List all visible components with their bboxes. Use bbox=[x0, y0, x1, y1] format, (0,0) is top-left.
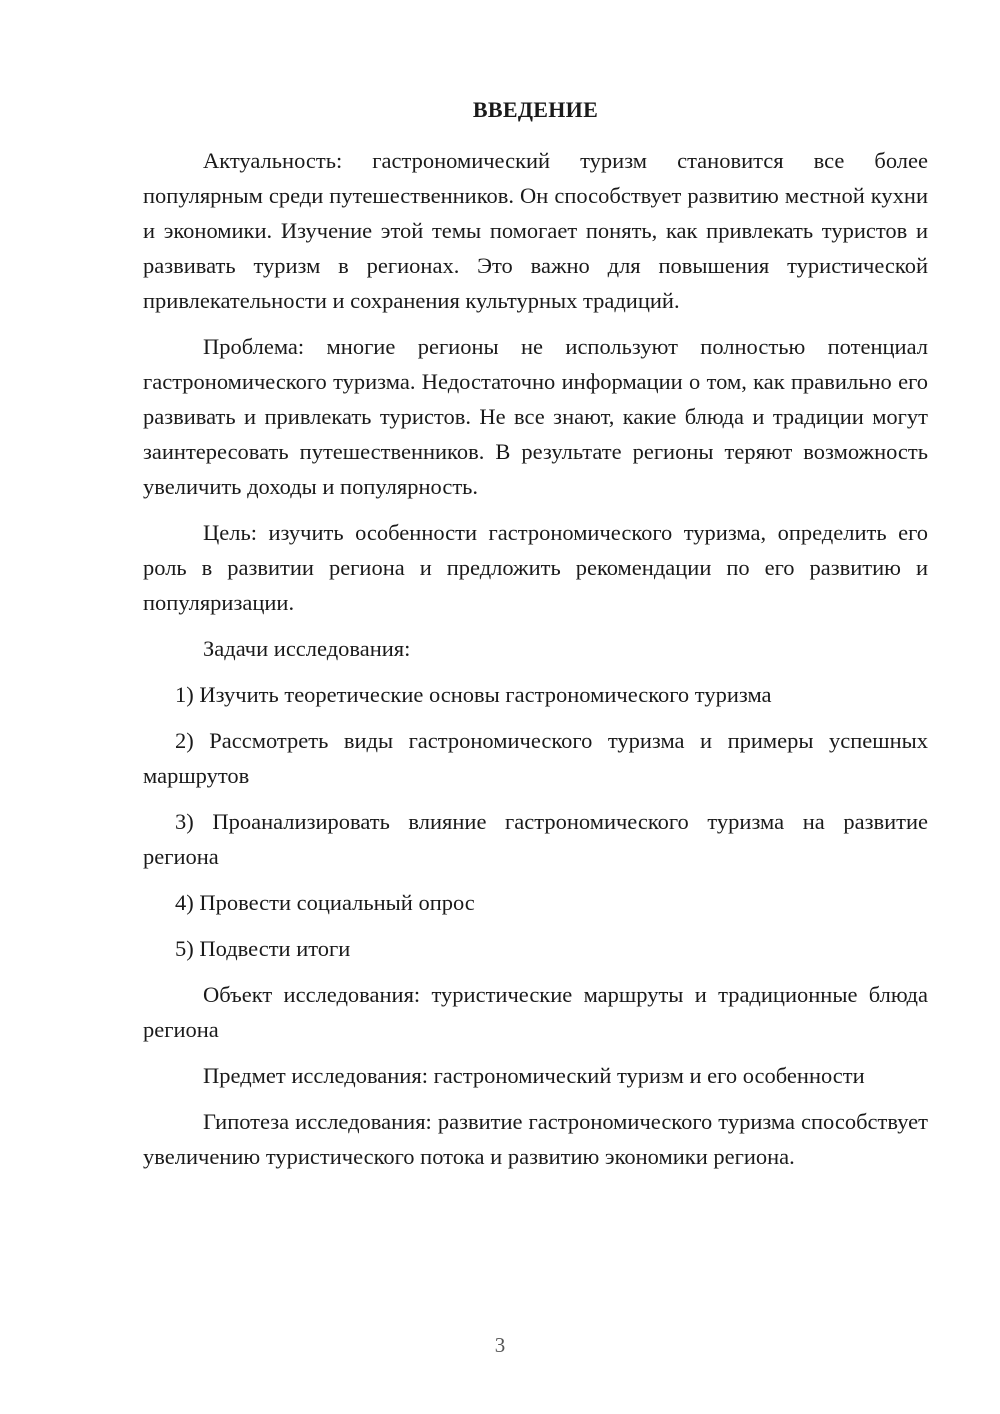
object-paragraph: Объект исследования: туристические маршруты и традиционные блюда региона bbox=[143, 982, 928, 1042]
document-page bbox=[143, 95, 928, 1185]
page-heading: ВВЕДЕНИЕ bbox=[472, 97, 599, 122]
page-number: 3 bbox=[494, 1333, 506, 1357]
task-item-5: 5) Подвести итоги bbox=[175, 936, 351, 961]
task-item-1: 1) Изучить теоретические основы гастрономического туризма bbox=[175, 682, 772, 707]
hypothesis-paragraph: Гипотеза исследования: развитие гастрономического туризма способствует увеличению туристического потока и развитию экономики региона. bbox=[143, 1109, 928, 1169]
subject-paragraph: Предмет исследования: гастрономический туризм и его особенности bbox=[203, 1063, 865, 1088]
tasks-heading: Задачи исследования: bbox=[203, 636, 411, 661]
task-item-4: 4) Провести социальный опрос bbox=[175, 890, 475, 915]
task-item-3: 3) Проанализировать влияние гастрономического туризма на развитие региона bbox=[143, 809, 928, 869]
task-item-2: 2) Рассмотреть виды гастрономического туризма и примеры успешных маршрутов bbox=[143, 728, 928, 788]
relevance-paragraph: Актуальность: гастрономический туризм становится все более популярным среди путешественников. Он способствует развитию местной кухни и экономики. Изучение этой темы помогает понять, как привлекать туристов и развивать туризм в регионах. Это важно для повышения туристической привлекательности и сохранения культурных традиций. bbox=[143, 148, 928, 313]
goal-paragraph: Цель: изучить особенности гастрономического туризма, определить его роль в развитии региона и предложить рекомендации по его развитию и популяризации. bbox=[143, 520, 928, 615]
problem-paragraph: Проблема: многие регионы не используют полностью потенциал гастрономического туризма. Недостаточно информации о том, как правильно его развивать и привлекать туристов. Не все знают, какие блюда и традиции могут заинтересовать путешественников. В результате регионы теряют возможность увеличить доходы и популярность. bbox=[143, 334, 928, 499]
